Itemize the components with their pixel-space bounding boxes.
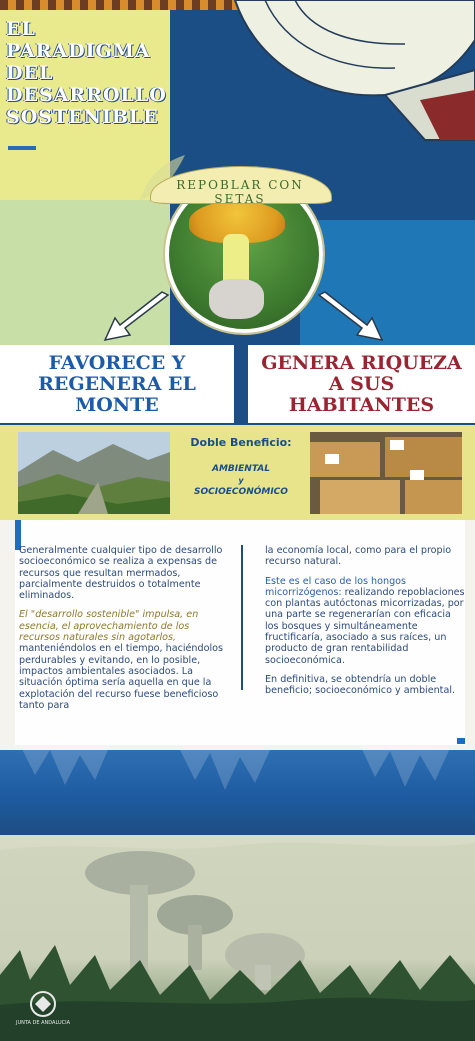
benefit-joiner: y bbox=[238, 476, 244, 485]
paragraph bbox=[19, 609, 233, 711]
paragraph-text: manteniéndolos en el tiempo, haciéndolos perdurables y evitando, en lo posible, impactos ambientales asociados. La situación óptima sería aquella en que la explotación del recurso fuese beneficioso tanto para bbox=[19, 643, 223, 711]
headline-right bbox=[248, 345, 475, 423]
arrow-left-icon bbox=[100, 290, 175, 345]
headline-line: A SUS bbox=[328, 373, 395, 395]
headline-line: REGENERA EL bbox=[38, 373, 196, 395]
column-divider bbox=[241, 545, 243, 690]
benefit-item: AMBIENTAL bbox=[212, 464, 270, 474]
body-column-right bbox=[265, 545, 465, 705]
headline-line: MONTE bbox=[75, 394, 159, 416]
paragraph bbox=[265, 576, 465, 666]
paragraph-emphasis: El "desarrollo sostenible" impulsa, en esencia, el aprovechamiento de los recursos naturales sin agotarlos, bbox=[19, 609, 199, 644]
badge-label: REPOBLAR CON SETAS bbox=[176, 178, 304, 206]
rock bbox=[209, 279, 264, 319]
junta-andalucia-logo-icon bbox=[15, 988, 71, 1032]
headline-line: GENERA RIQUEZA bbox=[261, 352, 462, 374]
paragraph: En definitiva, se obtendría un doble beneficio; socioeconómico y ambiental. bbox=[265, 673, 456, 697]
corner-mark bbox=[457, 738, 465, 744]
title-line: DESARROLLO bbox=[6, 84, 167, 106]
title-line: PARADIGMA bbox=[6, 40, 151, 62]
logo-text: JUNTA DE ANDALUCIA bbox=[15, 1020, 71, 1026]
title-line: DEL bbox=[6, 62, 54, 84]
mushroom-silhouettes bbox=[0, 745, 475, 1041]
market-photo bbox=[310, 432, 462, 514]
page-title bbox=[6, 18, 171, 128]
title-underline bbox=[8, 146, 36, 150]
headline-left bbox=[0, 345, 234, 423]
logo-mark bbox=[15, 988, 71, 1032]
mushroom-illustration bbox=[225, 0, 475, 140]
title-line: EL bbox=[6, 18, 36, 40]
title-line: SOSTENIBLE bbox=[6, 106, 159, 128]
mountain-photo bbox=[18, 432, 170, 514]
paragraph-text: realizando repoblaciones con plantas autóctonas micorrizadas, por una parte se regenerarían con eficacia los bosques y simultáneamente fructificaría, asociado a sus raíces, un producto de gran rentabilidad socioeconómica. bbox=[265, 586, 465, 666]
benefit-item: SOCIOECONÓMICO bbox=[194, 487, 288, 497]
headline-line: HABITANTES bbox=[288, 394, 435, 416]
paragraph: Generalmente cualquier tipo de desarrollo socioeconómico se realiza a expensas de recursos que resultan mermados, parcialmente destruidos o totalmente eliminados. bbox=[19, 545, 223, 602]
paragraph: la economía local, como para el propio recurso natural. bbox=[265, 545, 452, 568]
body-column-left bbox=[19, 545, 233, 719]
headline-line: FAVORECE Y bbox=[48, 352, 186, 374]
paragraph-emphasis: Este es el caso de los hongos micorrizógenos: bbox=[265, 575, 407, 598]
arrow-right-icon bbox=[312, 290, 387, 345]
benefit-heading: Doble Beneficio: bbox=[190, 436, 292, 449]
